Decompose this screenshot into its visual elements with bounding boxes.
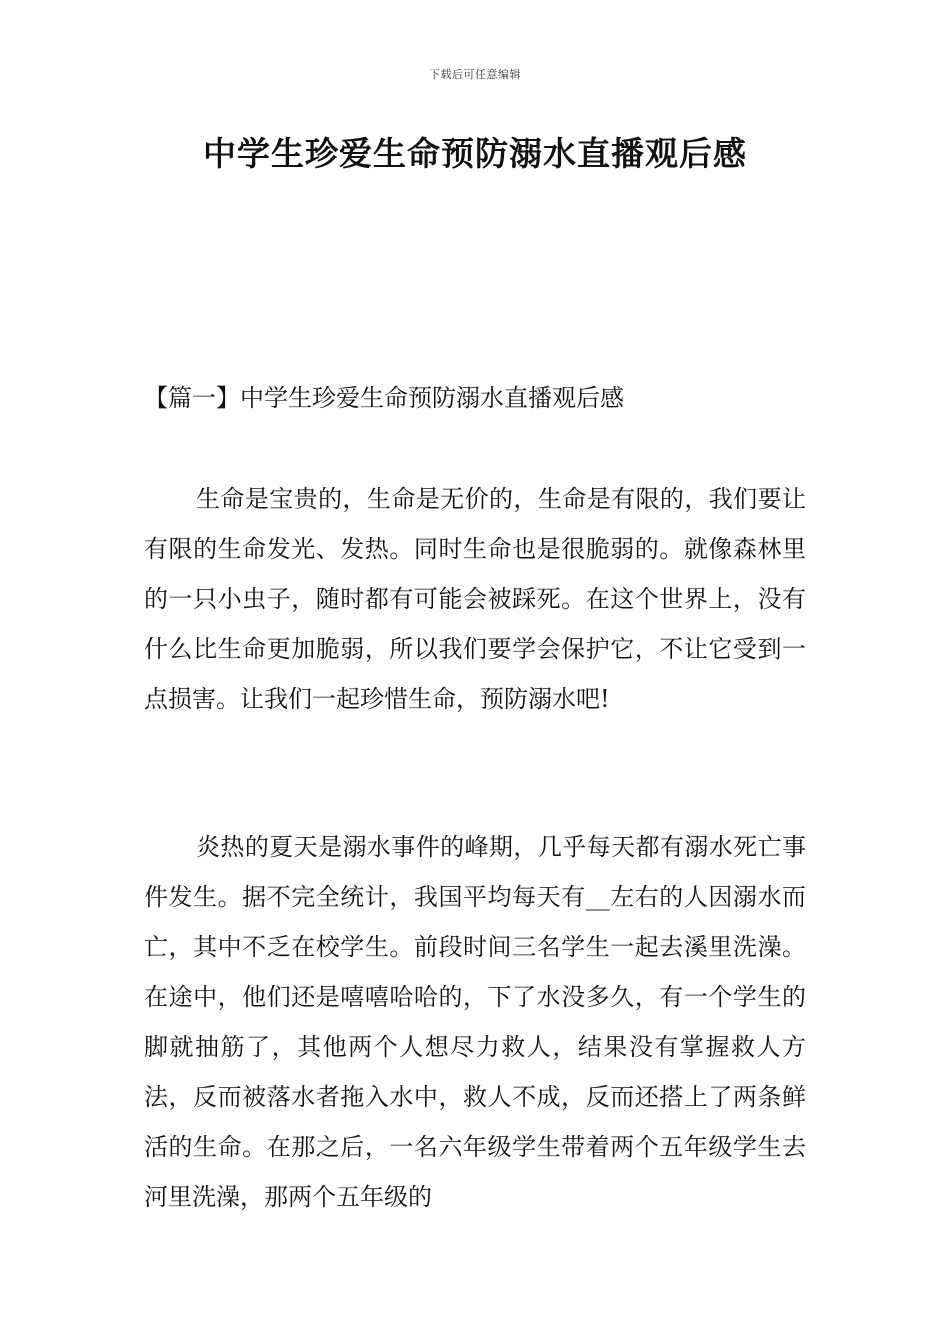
paragraph-2: 炎热的夏天是溺水事件的峰期，几乎每天都有溺水死亡事件发生。据不完全统计，我国平均每天有__左右的人因溺水而亡，其中不乏在校学生。前段时间三名学生一起去溪里洗澡。在途中，他们还是嘻嘻哈哈的，下了水没多久，有一个学生的脚就抽筋了，其他两个人想尽力救人，结果没有掌握救人方法，反而被落水者拖入水中，救人不成，反而还搭上了两条鲜活的生命。在那之后，一名六年级学生带着两个五年级学生去河里洗澡，那两个五年级的 — [144, 833, 806, 1211]
document-title: 中学生珍爱生命预防溺水直播观后感 — [203, 134, 747, 173]
paragraph-1: 生命是宝贵的，生命是无价的，生命是有限的，我们要让有限的生命发光、发热。同时生命也是很脆弱的。就像森林里的一只小虫子，随时都有可能会被踩死。在这个世界上，没有什么比生命更加脆弱，所以我们要学会保护它，不让它受到一点损害。让我们一起珍惜生命，预防溺水吧! — [144, 485, 806, 713]
section-heading: 【篇一】中学生珍爱生命预防溺水直播观后感 — [144, 384, 624, 412]
header-note: 下载后可任意编辑 — [429, 68, 521, 81]
